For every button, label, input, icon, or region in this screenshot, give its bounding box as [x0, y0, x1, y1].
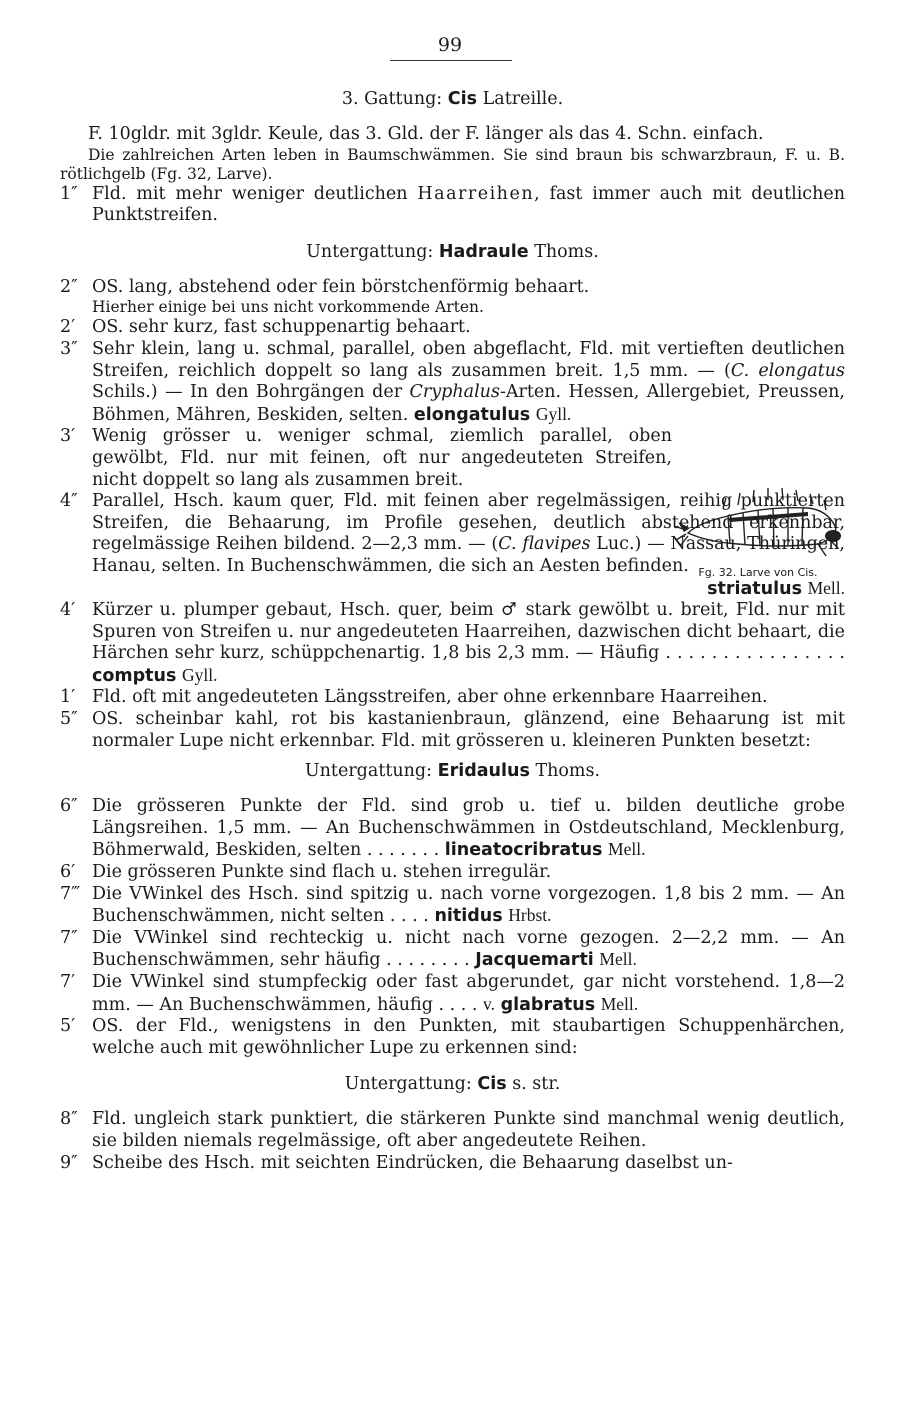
subgenus-heading-cis	[60, 1073, 845, 1095]
species-author: Mell.	[599, 949, 637, 970]
genus-prefix: 3. Gattung:	[341, 89, 443, 109]
entry-text: Die grösseren Punkte der Fld. sind grob u. tief u. bilden deutliche grobe Längsreihen. 1,5 mm. — An Buchenschwämmen in Ostdeutschland, Mecklenburg, Böhmerwald, Beskiden, selten . . . . . . .	[92, 796, 845, 861]
entry-text: Kürzer u. plumper gebaut, Hsch. quer, beim	[92, 600, 494, 621]
entry-number: 5″	[60, 709, 78, 730]
species-name: elongatulus	[413, 404, 531, 425]
genus-name: Cis	[447, 89, 478, 109]
entry-number: 8″	[60, 1109, 78, 1130]
subgenus-prefix: Untergattung:	[344, 1074, 472, 1095]
key-entry-2b	[60, 317, 845, 339]
intro-line: F. 10gldr. mit 3gldr. Keule, das 3. Gld. der F. länger als das 4. Schn. einfach.	[88, 124, 764, 144]
key-entry-3	[60, 339, 845, 426]
main-text	[60, 88, 845, 1174]
entry-text: OS. scheinbar kahl, rot bis kastanienbraun, glänzend, eine Behaarung ist mit normaler Lupe nicht erkennbar. Fld. mit grösseren u. kleineren Punkten besetzt:	[92, 709, 845, 751]
key-entry-6b	[60, 862, 845, 884]
intro-small: Die zahlreichen Arten leben in Baumschwämmen. Sie sind braun bis schwarzbraun, F. u. B. rötlichgelb (Fg. 32, Larve).	[60, 145, 845, 183]
entry-text: OS. lang, abstehend oder fein börstchenförmig behaart.	[92, 276, 590, 297]
subgenus-prefix: Untergattung:	[306, 241, 434, 262]
synonym: C. elongatus	[730, 360, 846, 381]
species-author: Mell.	[807, 577, 845, 598]
entry-text: Fld. mit mehr weniger deutlichen	[92, 183, 408, 204]
key-entry-3b	[60, 426, 672, 491]
entry-number: 6″	[60, 796, 78, 817]
entry-text: Die grösseren Punkte sind flach u. stehen irregulär.	[92, 862, 552, 883]
species-author: Hrbst.	[508, 905, 552, 926]
entry-number: 6′	[60, 862, 76, 883]
entry-text: Die VWinkel sind stumpfeckig oder fast abgerundet, gar nicht vorstehend. 1,8—2 mm. — An Buchenschwämmen, häufig . . . .	[92, 972, 845, 1015]
entry-number: 7′	[60, 972, 76, 992]
entry-text: Scheibe des Hsch. mit seichten Eindrücken, die Behaarung daselbst un-	[92, 1152, 733, 1173]
species-author: Mell.	[608, 839, 646, 860]
entry-text-b: stark gewölbt u. breit, Fld. nur mit Spuren von Streifen u. nur angedeuteten Haarreihen, dazwischen dicht behaart, die Härchen sehr kurz, schüppchenartig. 1,8 bis 2,3 mm. — Häufig . . . . . . . . . . . . . . . .	[92, 600, 845, 664]
entry-number: 1″	[60, 183, 78, 204]
genus-heading	[60, 88, 845, 110]
entry-number: 9″	[60, 1152, 78, 1173]
species-author: Gyll.	[181, 664, 218, 685]
entry-text-2: Luc.) — Nassau, Thüringen, Hanau, selten. In Buchenschwämmen, die sich an Aesten befinden.	[92, 534, 845, 576]
entry-text: Sehr klein, lang u. schmal, parallel, oben abgeflacht, Fld. mit vertieften deutlichen Streifen, reichlich doppelt so lang als zusammen breit. 1,5 mm. — (	[92, 338, 845, 381]
entry-note: Hierher einige bei uns nicht vorkommende Arten.	[92, 298, 484, 317]
variety-prefix: v.	[483, 993, 496, 1014]
key-entry-7b	[60, 928, 845, 972]
species-name: Jacquemarti	[475, 950, 594, 971]
genus-reference: Cryphalus	[409, 382, 500, 403]
key-entry-6	[60, 796, 845, 862]
subgenus-heading-hadraule	[60, 241, 845, 263]
entry-number: 1′	[60, 687, 76, 708]
subgenus-author: Thoms.	[534, 241, 599, 262]
species-author: Mell.	[600, 993, 639, 1014]
entry-text: OS. sehr kurz, fast schuppenartig behaart.	[92, 317, 471, 338]
entry-text: Fld. oft mit angedeuteten Längsstreifen, aber ohne erkennbare Haarreihen.	[92, 687, 768, 708]
entry-number: 3′	[60, 426, 76, 447]
entry-text: OS. der Fld., wenigstens in den Punkten, mit staubartigen Schuppenhärchen, welche auch mit gewöhnlicher Lupe zu erkennen sind:	[92, 1016, 845, 1058]
subgenus-author: Thoms.	[535, 761, 601, 782]
species-name: glabratus	[500, 994, 596, 1015]
entry-text: Fld. ungleich stark punktiert, die stärkeren Punkte sind manchmal wenig deutlich, sie bilden niemals regelmässige, oft aber angedeutete Reihen.	[92, 1109, 845, 1151]
entry-number: 5′	[60, 1016, 76, 1037]
entry-number: 2′	[60, 317, 76, 338]
species-name: striatulus	[707, 578, 802, 599]
entry-text: Parallel, Hsch. kaum quer, Fld. mit feinen aber regelmässigen, reihig punktierten Streifen, die Behaarung, im Profile gesehen, deutlich abstehend erkennbar, regelmässige Reihen bildend. 2—2,3 mm. — (	[92, 491, 845, 555]
key-entry-1	[60, 184, 845, 227]
key-entry-5	[60, 709, 845, 752]
subgenus-name: Eridaulus	[437, 761, 530, 782]
key-entry-4b	[60, 600, 845, 687]
key-entry-2	[60, 277, 845, 299]
species-name: lineatocribratus	[444, 840, 603, 861]
entry-number: 3″	[60, 338, 78, 359]
key-entry-7a	[60, 884, 845, 928]
entry-text-2: -Arten. Hessen, Allergebiet, Preussen, Böhmen, Mähren, Beskiden, selten.	[92, 382, 845, 425]
entry-text: Wenig grösser u. weniger schmal, ziemlich parallel, oben gewölbt, Fld. nur mit feinen, oft nur angedeuteten Streifen, nicht doppelt so lang als zusammen breit.	[92, 426, 672, 490]
subgenus-prefix: Untergattung:	[304, 761, 433, 782]
figure-caption: Fg. 32. Larve von Cis.	[698, 566, 818, 579]
genus-author: Latreille.	[482, 89, 564, 109]
male-symbol: ♂	[500, 600, 519, 621]
subgenus-author: s. str.	[512, 1074, 561, 1095]
species-author: Gyll.	[535, 403, 572, 424]
entry-number: 7‴	[60, 883, 81, 904]
entry-number: 7″	[60, 927, 78, 948]
entry-number: 2″	[60, 276, 78, 297]
key-entry-9	[60, 1153, 845, 1175]
entry-text: Die VWinkel sind rechteckig u. nicht nach vorne gezogen. 2—2,2 mm. — An Buchenschwämmen, sehr häufig . . . . . . . .	[92, 927, 845, 971]
species-name: comptus	[92, 665, 177, 686]
entry-text: Die VWinkel des Hsch. sind spitzig u. nach vorne vorgezogen. 1,8 bis 2 mm. — An Buchenschwämmen, nicht selten . . . .	[92, 883, 845, 927]
key-entry-8	[60, 1109, 845, 1152]
entry-number: 4′	[60, 600, 76, 621]
synonym: C. flavipes	[498, 534, 591, 555]
subgenus-heading-eridaulus	[60, 760, 845, 782]
subgenus-name: Hadraule	[438, 241, 529, 262]
subgenus-name: Cis	[477, 1074, 507, 1095]
entry-emphasis: Haarreihen	[417, 183, 535, 204]
entry-text-b: , fast immer auch mit deutlichen Punktstreifen.	[92, 183, 845, 226]
key-entry-5b	[60, 1016, 845, 1059]
key-entry-1b	[60, 687, 845, 709]
key-entry-4	[60, 491, 845, 600]
page-number: 99	[437, 34, 463, 56]
page-number-rule	[390, 60, 512, 61]
entry-number: 4″	[60, 491, 78, 512]
species-name: nitidus	[434, 906, 503, 927]
synonym-author: Schils.) — In den Bohrgängen der	[92, 382, 403, 403]
key-entry-7c	[60, 972, 845, 1016]
